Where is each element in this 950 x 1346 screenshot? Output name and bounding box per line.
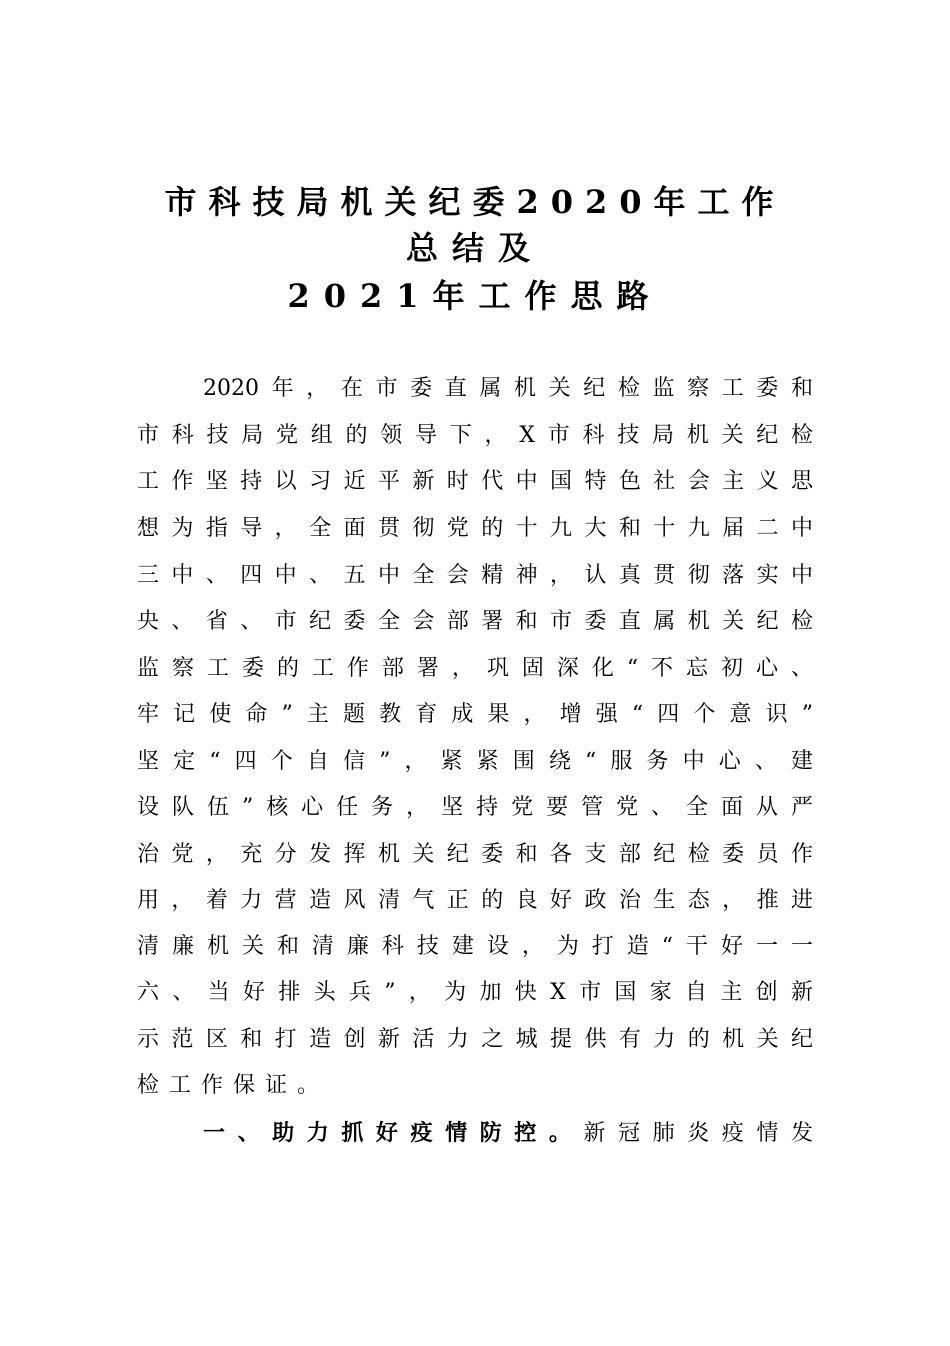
- paragraph-line: 牢记使命”主题教育成果，增强“四个意识”: [137, 702, 813, 727]
- paragraph-line: 市科技局党组的领导下，X市科技局机关纪检: [137, 423, 813, 448]
- paragraph-line: 想为指导，全面贯彻党的十九大和十九届二中: [137, 516, 813, 541]
- section-heading-line: [203, 1118, 813, 1149]
- paragraph-line: 央、省、市纪委全会部署和市委直属机关纪检: [137, 609, 813, 634]
- paragraph-line: 工作坚持以习近平新时代中国特色社会主义思: [137, 469, 813, 494]
- paragraph-line: 坚定“四个自信”，紧紧围绕“服务中心、建: [137, 749, 813, 774]
- doc-title-line-2: 总结及: [405, 229, 544, 267]
- paragraph-line: 治党，充分发挥机关纪委和各支部纪检委员作: [137, 842, 813, 867]
- doc-title-line-1: 市科技局机关纪委2020年工作: [164, 183, 786, 221]
- paragraph-line: 示范区和打造创新活力之城提供有力的机关纪: [137, 1027, 813, 1052]
- paragraph-line: 清廉机关和清廉科技建设，为打造“干好一一: [137, 934, 813, 959]
- paragraph-line: 2020年，在市委直属机关纪检监察工委和: [203, 376, 813, 401]
- paragraph-line: 三中、四中、五中全会精神，认真贯彻落实中: [137, 563, 813, 588]
- section-text: 新冠肺炎疫情发: [583, 1121, 813, 1146]
- paragraph-line: 监察工委的工作部署，巩固深化“不忘初心、: [137, 656, 813, 681]
- paragraph-line: 六、当好排头兵”，为加快X市国家自主创新: [137, 980, 813, 1005]
- section-heading: 一、助力抓好疫情防控。: [203, 1120, 584, 1146]
- paragraph-line: 用，着力营造风清气正的良好政治生态，推进: [137, 888, 813, 913]
- paragraph-line: 设队伍”核心任务，坚持党要管党、全面从严: [137, 795, 813, 820]
- paragraph-line: 检工作保证。: [137, 1073, 330, 1098]
- doc-title-line-3: 2021年工作思路: [287, 277, 663, 315]
